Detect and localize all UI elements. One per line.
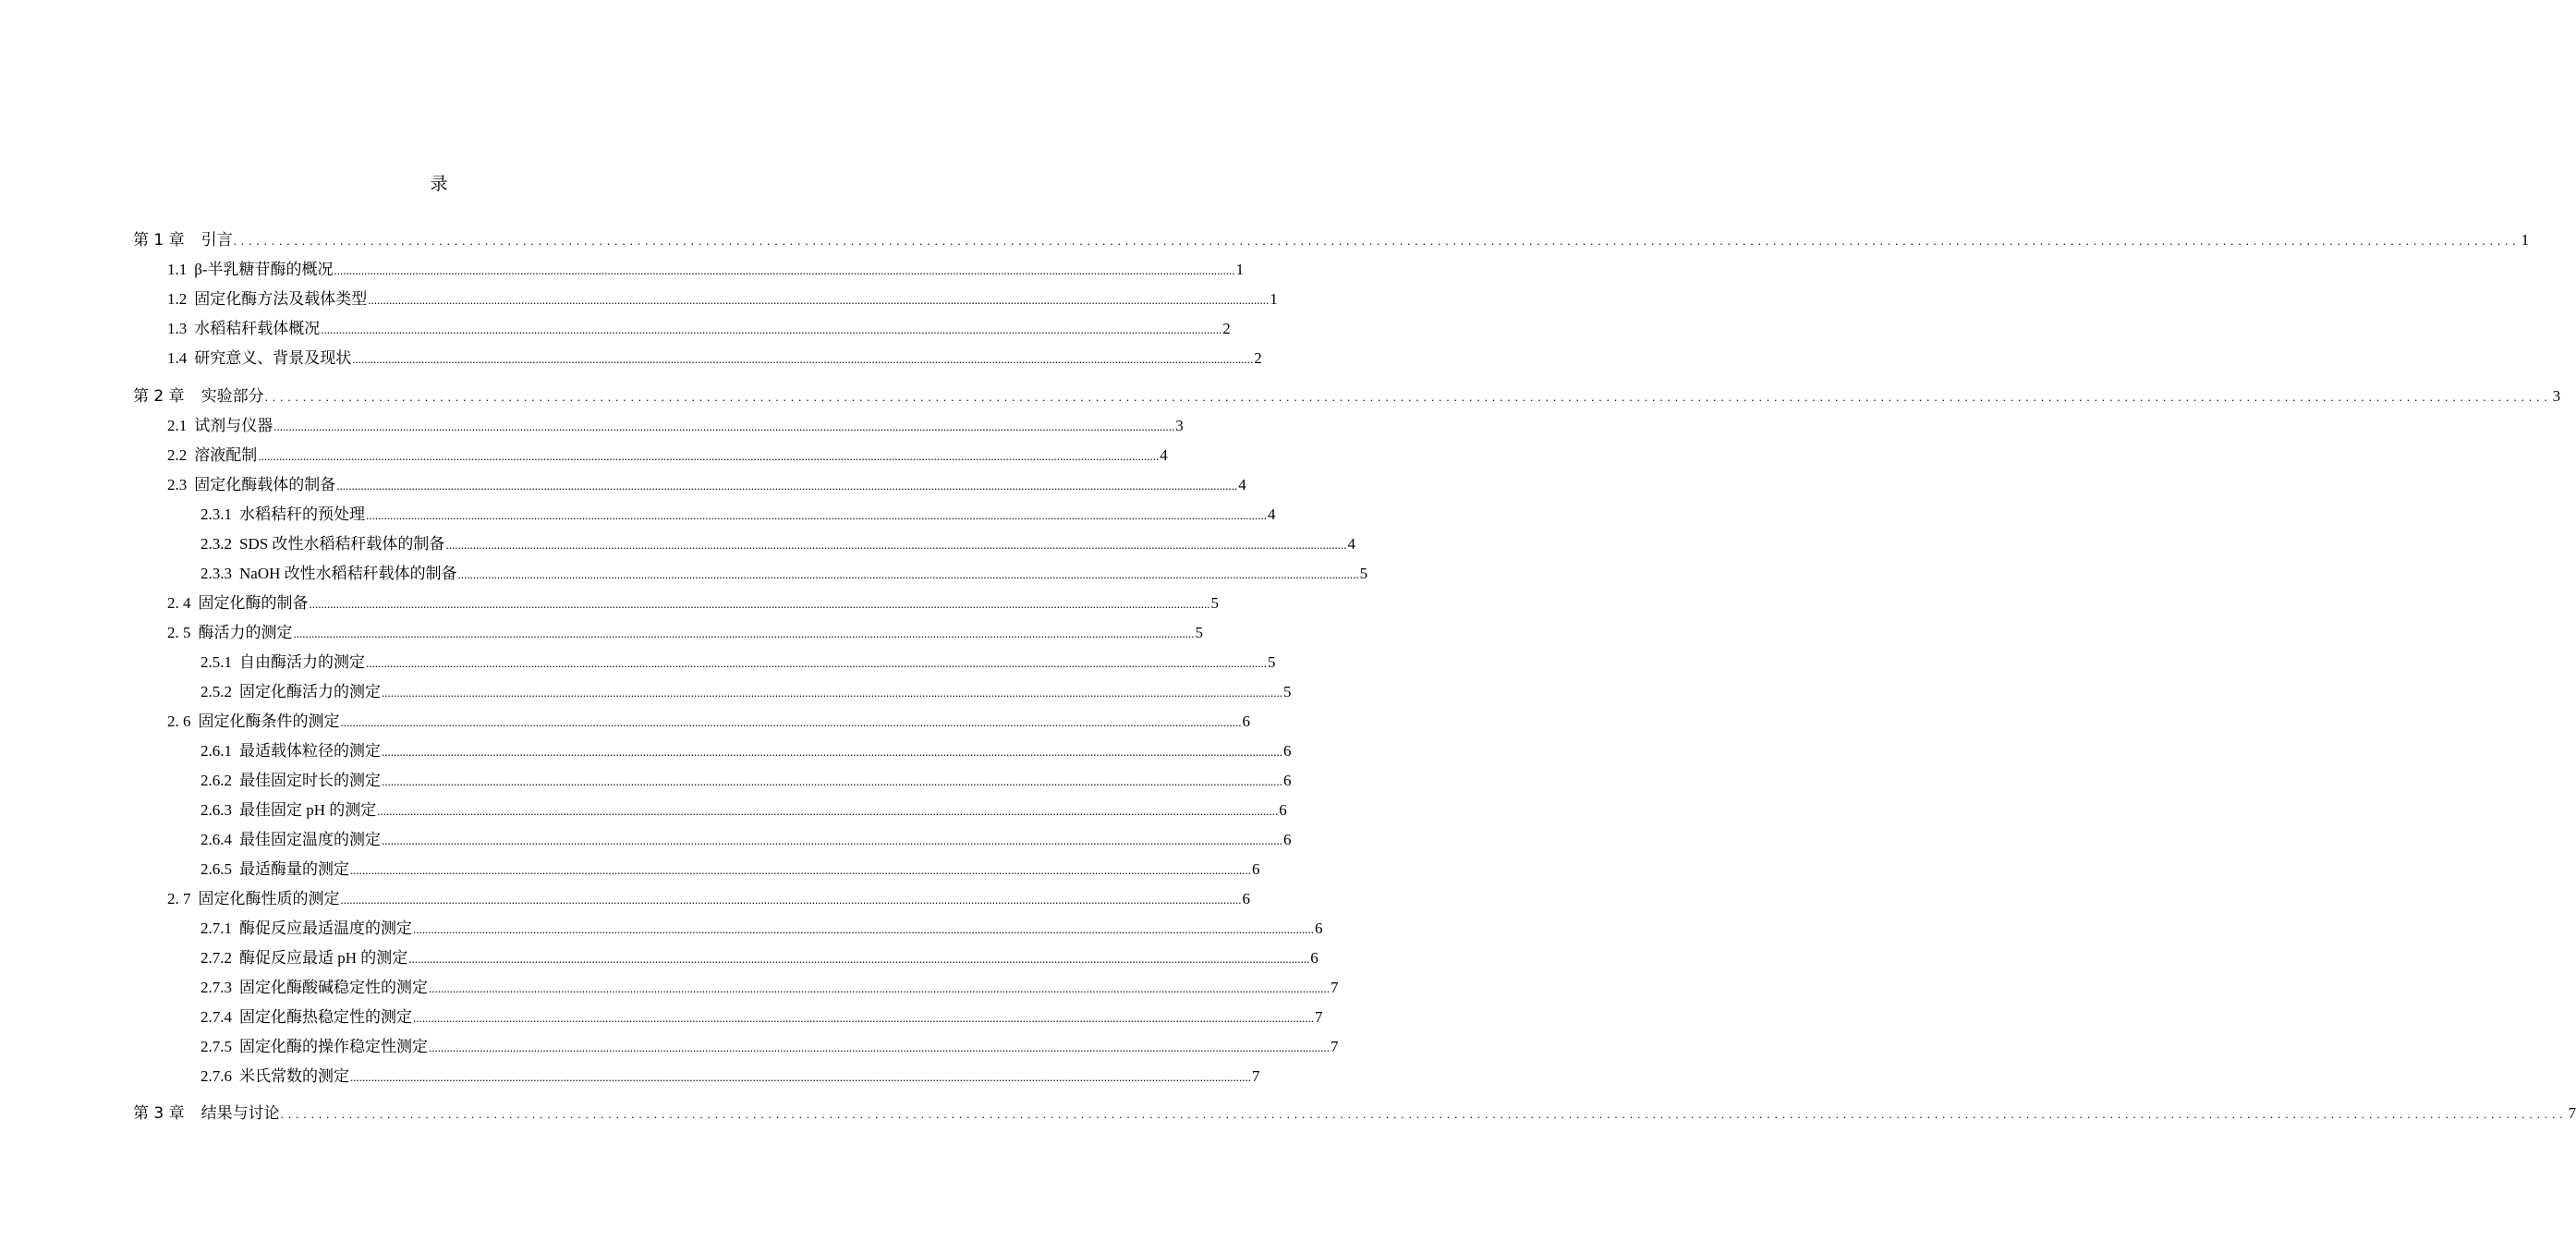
dot-leader: ............................................................................................................................................................................................................................................................................................................ bbox=[352, 352, 1254, 366]
toc-entry-text: 实验部分 bbox=[200, 387, 264, 406]
dot-leader: ............................................................................................................................................................................................................................................................................................................ bbox=[382, 745, 1282, 759]
dot-leader: ............................................................................................................................................................................................................................................................................................................ bbox=[321, 323, 1222, 336]
toc-page-number: 7 bbox=[2568, 1104, 2576, 1122]
toc-page-number: 1 bbox=[1270, 290, 1278, 308]
toc-entry-number: 2. 5 bbox=[167, 624, 191, 641]
toc-entry-number: 1.3 bbox=[167, 320, 188, 337]
toc-entry-text: 固定化酶载体的制备 bbox=[194, 476, 336, 493]
toc-entry-label bbox=[200, 1036, 428, 1058]
dot-leader: ............................................................................................................................................................................................................................................................................................................ bbox=[366, 508, 1267, 522]
dot-leader: ............................................................................................................................................................................................................................................................................................................ bbox=[258, 449, 1160, 463]
toc-page-number: 6 bbox=[1283, 831, 1292, 848]
toc-entry[interactable] bbox=[200, 533, 1355, 555]
dot-leader: ............................................................................................................................................................................................................................................................................................................ bbox=[350, 1070, 1251, 1084]
toc-entry-text: 引言 bbox=[200, 231, 233, 250]
toc-entry[interactable] bbox=[200, 858, 1260, 881]
toc-page-number: 4 bbox=[1160, 446, 1168, 464]
toc-entry[interactable] bbox=[167, 711, 1250, 733]
dot-leader: ............................................................................................................................................................................................................................................................................................................ bbox=[382, 686, 1282, 700]
toc-entry[interactable] bbox=[200, 1006, 1323, 1029]
toc-entry-number: 2. 6 bbox=[167, 712, 191, 730]
toc-entry-text: 最适酶量的测定 bbox=[239, 860, 349, 878]
toc-chapter-entry[interactable] bbox=[133, 385, 2561, 408]
toc-entry-text: 固定化酶性质的测定 bbox=[198, 890, 340, 907]
toc-entry-number: 1.1 bbox=[167, 261, 188, 278]
toc-entry-text: 溶液配制 bbox=[194, 446, 258, 464]
toc-entry-text: 固定化酶方法及载体类型 bbox=[194, 290, 368, 308]
toc-entry-label bbox=[200, 770, 381, 792]
toc-entry[interactable] bbox=[200, 1036, 1339, 1058]
toc-entry[interactable] bbox=[200, 977, 1339, 999]
toc-entry-label bbox=[200, 858, 349, 881]
toc-entry-text: 最适载体粒径的测定 bbox=[239, 742, 381, 760]
toc-entry-text: 结果与讨论 bbox=[200, 1104, 280, 1123]
toc-entry-text: 最佳固定 pH 的测定 bbox=[239, 801, 377, 819]
toc-entry-number: 2.7.2 bbox=[200, 949, 232, 967]
toc-page-number: 6 bbox=[1283, 772, 1292, 789]
toc-entry[interactable] bbox=[200, 681, 1292, 703]
toc-entry[interactable] bbox=[200, 1065, 1260, 1088]
toc-entry-label bbox=[200, 1065, 349, 1088]
toc-entry-text: 固定化酶酸碱稳定性的测定 bbox=[239, 979, 428, 996]
toc-entry-text: 最佳固定温度的测定 bbox=[239, 831, 381, 848]
toc-entry-label bbox=[167, 347, 351, 370]
toc-entry-label bbox=[200, 799, 376, 822]
toc-page-number: 7 bbox=[1331, 979, 1339, 996]
toc-page-number: 4 bbox=[1268, 505, 1276, 523]
toc-entry[interactable] bbox=[200, 918, 1323, 940]
toc-entry-text: 固定化酶热稳定性的测定 bbox=[239, 1008, 412, 1026]
toc-entry-label bbox=[200, 740, 381, 762]
toc-page-number: 5 bbox=[1210, 594, 1219, 612]
toc-entry-label bbox=[167, 288, 367, 310]
toc-page-number: 2 bbox=[1254, 349, 1262, 367]
toc-entry-number: 2.2 bbox=[167, 446, 188, 464]
toc-page-number: 6 bbox=[1315, 919, 1323, 937]
toc-entry-text: 酶促反应最适 pH 的测定 bbox=[239, 949, 408, 967]
toc-entry-number: 2.5.1 bbox=[200, 653, 232, 671]
toc-entry-number: 2.3 bbox=[167, 476, 188, 493]
toc-entry-number: 2.6.1 bbox=[200, 742, 232, 760]
toc-entry-number: 2.3.1 bbox=[200, 505, 232, 523]
toc-page-number: 5 bbox=[1268, 653, 1276, 671]
toc-page-number: 3 bbox=[2552, 387, 2561, 405]
toc-entry[interactable] bbox=[200, 799, 1287, 822]
dot-leader: ............................................................................................................................................................................................................................................................................................................ bbox=[280, 1107, 2568, 1121]
dot-leader: ............................................................................................................................................................................................................................................................................................................ bbox=[309, 597, 1210, 611]
dot-leader: ............................................................................................................................................................................................................................................................................................................ bbox=[340, 893, 1242, 907]
dot-leader: ............................................................................................................................................................................................................................................................................................................ bbox=[233, 234, 2521, 248]
toc-entry[interactable] bbox=[200, 504, 1276, 526]
toc-entry-label bbox=[167, 711, 340, 733]
toc-entry-number: 2.5.2 bbox=[200, 683, 232, 700]
toc-entry-label bbox=[167, 622, 293, 644]
toc-entry-number: 2.7.4 bbox=[200, 1008, 232, 1026]
toc-entry[interactable] bbox=[167, 592, 1219, 615]
toc-entry-text: 固定化酶的操作稳定性测定 bbox=[239, 1038, 428, 1055]
toc-entry[interactable] bbox=[200, 770, 1292, 792]
toc-entry-number: 第 2 章 bbox=[133, 387, 185, 406]
dot-leader: ............................................................................................................................................................................................................................................................................................................ bbox=[408, 952, 1310, 966]
toc-page-number: 6 bbox=[1283, 742, 1292, 760]
toc-entry-text: SDS 改性水稻秸秆载体的制备 bbox=[239, 535, 445, 553]
dot-leader: ............................................................................................................................................................................................................................................................................................................ bbox=[336, 479, 1238, 493]
toc-page-number: 5 bbox=[1195, 624, 1203, 641]
toc-entry[interactable] bbox=[167, 474, 1246, 496]
toc-entry[interactable] bbox=[167, 347, 1262, 370]
toc-entry-number: 2.3.2 bbox=[200, 535, 232, 553]
toc-page-number: 6 bbox=[1242, 890, 1250, 907]
toc-entry-text: 最佳固定时长的测定 bbox=[239, 772, 381, 789]
toc-entry-text: 自由酶活力的测定 bbox=[239, 653, 365, 671]
toc-page-number: 5 bbox=[1283, 683, 1292, 700]
toc-entry-number: 2.6.4 bbox=[200, 831, 232, 848]
toc-chapter-entry[interactable] bbox=[133, 229, 2530, 251]
dot-leader: ............................................................................................................................................................................................................................................................................................................ bbox=[368, 293, 1270, 307]
toc-entry[interactable] bbox=[167, 288, 1278, 310]
toc-entry-label bbox=[167, 592, 309, 615]
toc-page-number: 7 bbox=[1252, 1067, 1260, 1085]
toc-entry-number: 2. 4 bbox=[167, 594, 191, 612]
toc-entry[interactable] bbox=[200, 829, 1292, 851]
toc-entry-text: 米氏常数的测定 bbox=[239, 1067, 349, 1085]
toc-page-number: 3 bbox=[1175, 417, 1184, 434]
toc-entry-number: 1.4 bbox=[167, 349, 188, 367]
dot-leader: ............................................................................................................................................................................................................................................................................................................ bbox=[457, 567, 1359, 581]
toc-entry-label bbox=[167, 444, 257, 467]
toc-entry-label bbox=[200, 918, 412, 940]
dot-leader: ............................................................................................................................................................................................................................................................................................................ bbox=[429, 981, 1330, 995]
toc-entry-number: 2.1 bbox=[167, 417, 188, 434]
toc-entry[interactable] bbox=[167, 259, 1245, 281]
toc-entry-label bbox=[200, 651, 365, 674]
toc-page-number: 6 bbox=[1252, 860, 1260, 878]
toc-page-number: 6 bbox=[1310, 949, 1318, 967]
toc-entry[interactable] bbox=[200, 740, 1292, 762]
toc-entry-label bbox=[167, 888, 340, 910]
dot-leader: ............................................................................................................................................................................................................................................................................................................ bbox=[413, 922, 1314, 936]
toc-entry[interactable] bbox=[167, 622, 1203, 644]
toc-entry-text: 酶促反应最适温度的测定 bbox=[239, 919, 412, 937]
dot-leader: ............................................................................................................................................................................................................................................................................................................ bbox=[382, 834, 1282, 847]
toc-page-number: 5 bbox=[1359, 565, 1368, 582]
toc-entry-label bbox=[200, 563, 457, 585]
toc-entry-text: 固定化酶活力的测定 bbox=[239, 683, 381, 700]
toc-entry-number: 2.7.6 bbox=[200, 1067, 232, 1085]
toc-page-number: 7 bbox=[1315, 1008, 1323, 1026]
toc-entry-text: 水稻秸秆载体概况 bbox=[194, 320, 321, 337]
toc-entry[interactable] bbox=[200, 947, 1318, 969]
toc-entry-label bbox=[200, 1006, 412, 1029]
toc-entry[interactable] bbox=[200, 563, 1368, 585]
toc-entry-label bbox=[200, 681, 381, 703]
toc-entry-number: 2.7.5 bbox=[200, 1038, 232, 1055]
dot-leader: ............................................................................................................................................................................................................................................................................................................ bbox=[334, 263, 1235, 277]
dot-leader: ............................................................................................................................................................................................................................................................................................................ bbox=[340, 715, 1242, 729]
dot-leader: ............................................................................................................................................................................................................................................................................................................ bbox=[377, 804, 1279, 818]
dot-leader: ............................................................................................................................................................................................................................................................................................................ bbox=[293, 627, 1195, 640]
toc-entry-number: 第 1 章 bbox=[133, 231, 185, 250]
toc-entry-label bbox=[200, 977, 428, 999]
dot-leader: ............................................................................................................................................................................................................................................................................................................ bbox=[382, 774, 1282, 788]
toc-entry-label bbox=[167, 318, 320, 340]
toc-entry-number: 第 3 章 bbox=[133, 1104, 185, 1123]
toc-entry-label bbox=[133, 229, 233, 251]
toc-page-number: 7 bbox=[1331, 1038, 1339, 1055]
toc-page-number: 4 bbox=[1347, 535, 1355, 553]
toc-entry-label bbox=[167, 415, 273, 437]
toc-entry-text: 固定化酶条件的测定 bbox=[198, 712, 340, 730]
toc-entry-text: β-半乳糖苷酶的概况 bbox=[194, 261, 334, 278]
toc-entry-number: 2.6.2 bbox=[200, 772, 232, 789]
toc-entry-number: 2.7.1 bbox=[200, 919, 232, 937]
toc-entry-label bbox=[133, 385, 264, 408]
toc-entry-text: 试剂与仪器 bbox=[194, 417, 273, 434]
toc-page-number: 1 bbox=[2521, 231, 2530, 249]
toc-page-number: 6 bbox=[1279, 801, 1287, 819]
toc-entry-label bbox=[200, 533, 444, 555]
page-title: 录 bbox=[430, 174, 448, 194]
toc-entry-number: 2.6.3 bbox=[200, 801, 232, 819]
dot-leader: ............................................................................................................................................................................................................................................................................................................ bbox=[264, 390, 2552, 404]
dot-leader: ............................................................................................................................................................................................................................................................................................................ bbox=[366, 656, 1267, 670]
toc-entry-text: 水稻秸秆的预处理 bbox=[239, 505, 365, 523]
toc-entry[interactable] bbox=[200, 651, 1276, 674]
toc-entry[interactable] bbox=[167, 318, 1231, 340]
dot-leader: ............................................................................................................................................................................................................................................................................................................ bbox=[429, 1041, 1330, 1054]
toc-entry-number: 2.7.3 bbox=[200, 979, 232, 996]
toc-chapter-entry[interactable] bbox=[133, 1102, 2576, 1125]
toc-entry-text: 固定化酶的制备 bbox=[198, 594, 309, 612]
toc-entry[interactable] bbox=[167, 415, 1184, 437]
toc-entry[interactable] bbox=[167, 888, 1250, 910]
toc-entry-label bbox=[167, 259, 334, 281]
toc-entry-number: 2. 7 bbox=[167, 890, 191, 907]
toc-entry-label bbox=[200, 504, 365, 526]
dot-leader: ............................................................................................................................................................................................................................................................................................................ bbox=[350, 863, 1251, 877]
toc-entry-number: 2.6.5 bbox=[200, 860, 232, 878]
dot-leader: ............................................................................................................................................................................................................................................................................................................ bbox=[413, 1011, 1314, 1025]
dot-leader: ............................................................................................................................................................................................................................................................................................................ bbox=[445, 538, 1347, 552]
dot-leader: ............................................................................................................................................................................................................................................................................................................ bbox=[273, 420, 1175, 433]
toc-page-number: 6 bbox=[1242, 712, 1250, 730]
toc-entry-text: NaOH 改性水稻秸秆载体的制备 bbox=[239, 565, 457, 582]
toc-entry-label bbox=[167, 474, 335, 496]
toc-page-number: 2 bbox=[1222, 320, 1231, 337]
toc-page-number: 4 bbox=[1238, 476, 1246, 493]
toc-entry-text: 酶活力的测定 bbox=[198, 624, 293, 641]
toc-page-number: 1 bbox=[1235, 261, 1245, 278]
toc-entry-text: 研究意义、背景及现状 bbox=[194, 349, 352, 367]
toc-entry[interactable] bbox=[167, 444, 1168, 467]
toc-entry-label bbox=[133, 1102, 280, 1125]
toc-entry-number: 1.2 bbox=[167, 290, 188, 308]
toc-entry-label bbox=[200, 947, 407, 969]
toc-entry-label bbox=[200, 829, 381, 851]
toc-entry-number: 2.3.3 bbox=[200, 565, 232, 582]
